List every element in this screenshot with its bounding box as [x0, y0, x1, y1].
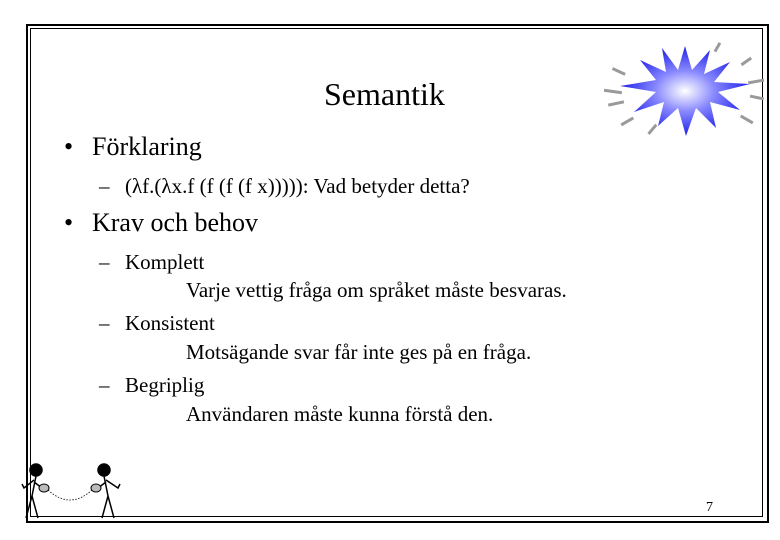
- sub-text: Konsistent: [125, 311, 215, 335]
- detail-komplett: Varje vettig fråga om språket måste besvaras.: [186, 278, 567, 302]
- sub-text: Begriplig: [125, 373, 205, 397]
- bullet-marker: •: [64, 132, 74, 161]
- sub-marker: –: [99, 174, 110, 198]
- bullet-forklaring: [64, 132, 202, 162]
- slide-title: Semantik: [324, 76, 445, 112]
- sub-item-komplett: [99, 250, 204, 274]
- sub-text: Komplett: [125, 250, 205, 274]
- detail-begriplig: Användaren måste kunna förstå den.: [186, 402, 494, 426]
- detail-konsistent: Motsägande svar får inte ges på en fråga.: [186, 340, 532, 364]
- sub-item-konsistent: [99, 311, 215, 335]
- sub-marker: –: [99, 311, 110, 335]
- bullet-text: Förklaring: [92, 132, 202, 161]
- sub-text: (λf.(λx.f (f (f (f x))))): Vad betyder detta?: [125, 174, 470, 198]
- two-people-string-phone-icon: [20, 462, 130, 522]
- sub-item-begriplig: [99, 373, 204, 397]
- bullet-krav-och-behov: [64, 208, 258, 238]
- sub-item-lambda: [99, 174, 470, 198]
- sub-marker: –: [99, 373, 110, 397]
- bullet-text: Krav och behov: [92, 208, 259, 237]
- sub-marker: –: [99, 250, 110, 274]
- page-number: 7: [706, 500, 713, 515]
- starburst-clipart-icon: [600, 40, 770, 140]
- bullet-marker: •: [64, 208, 74, 237]
